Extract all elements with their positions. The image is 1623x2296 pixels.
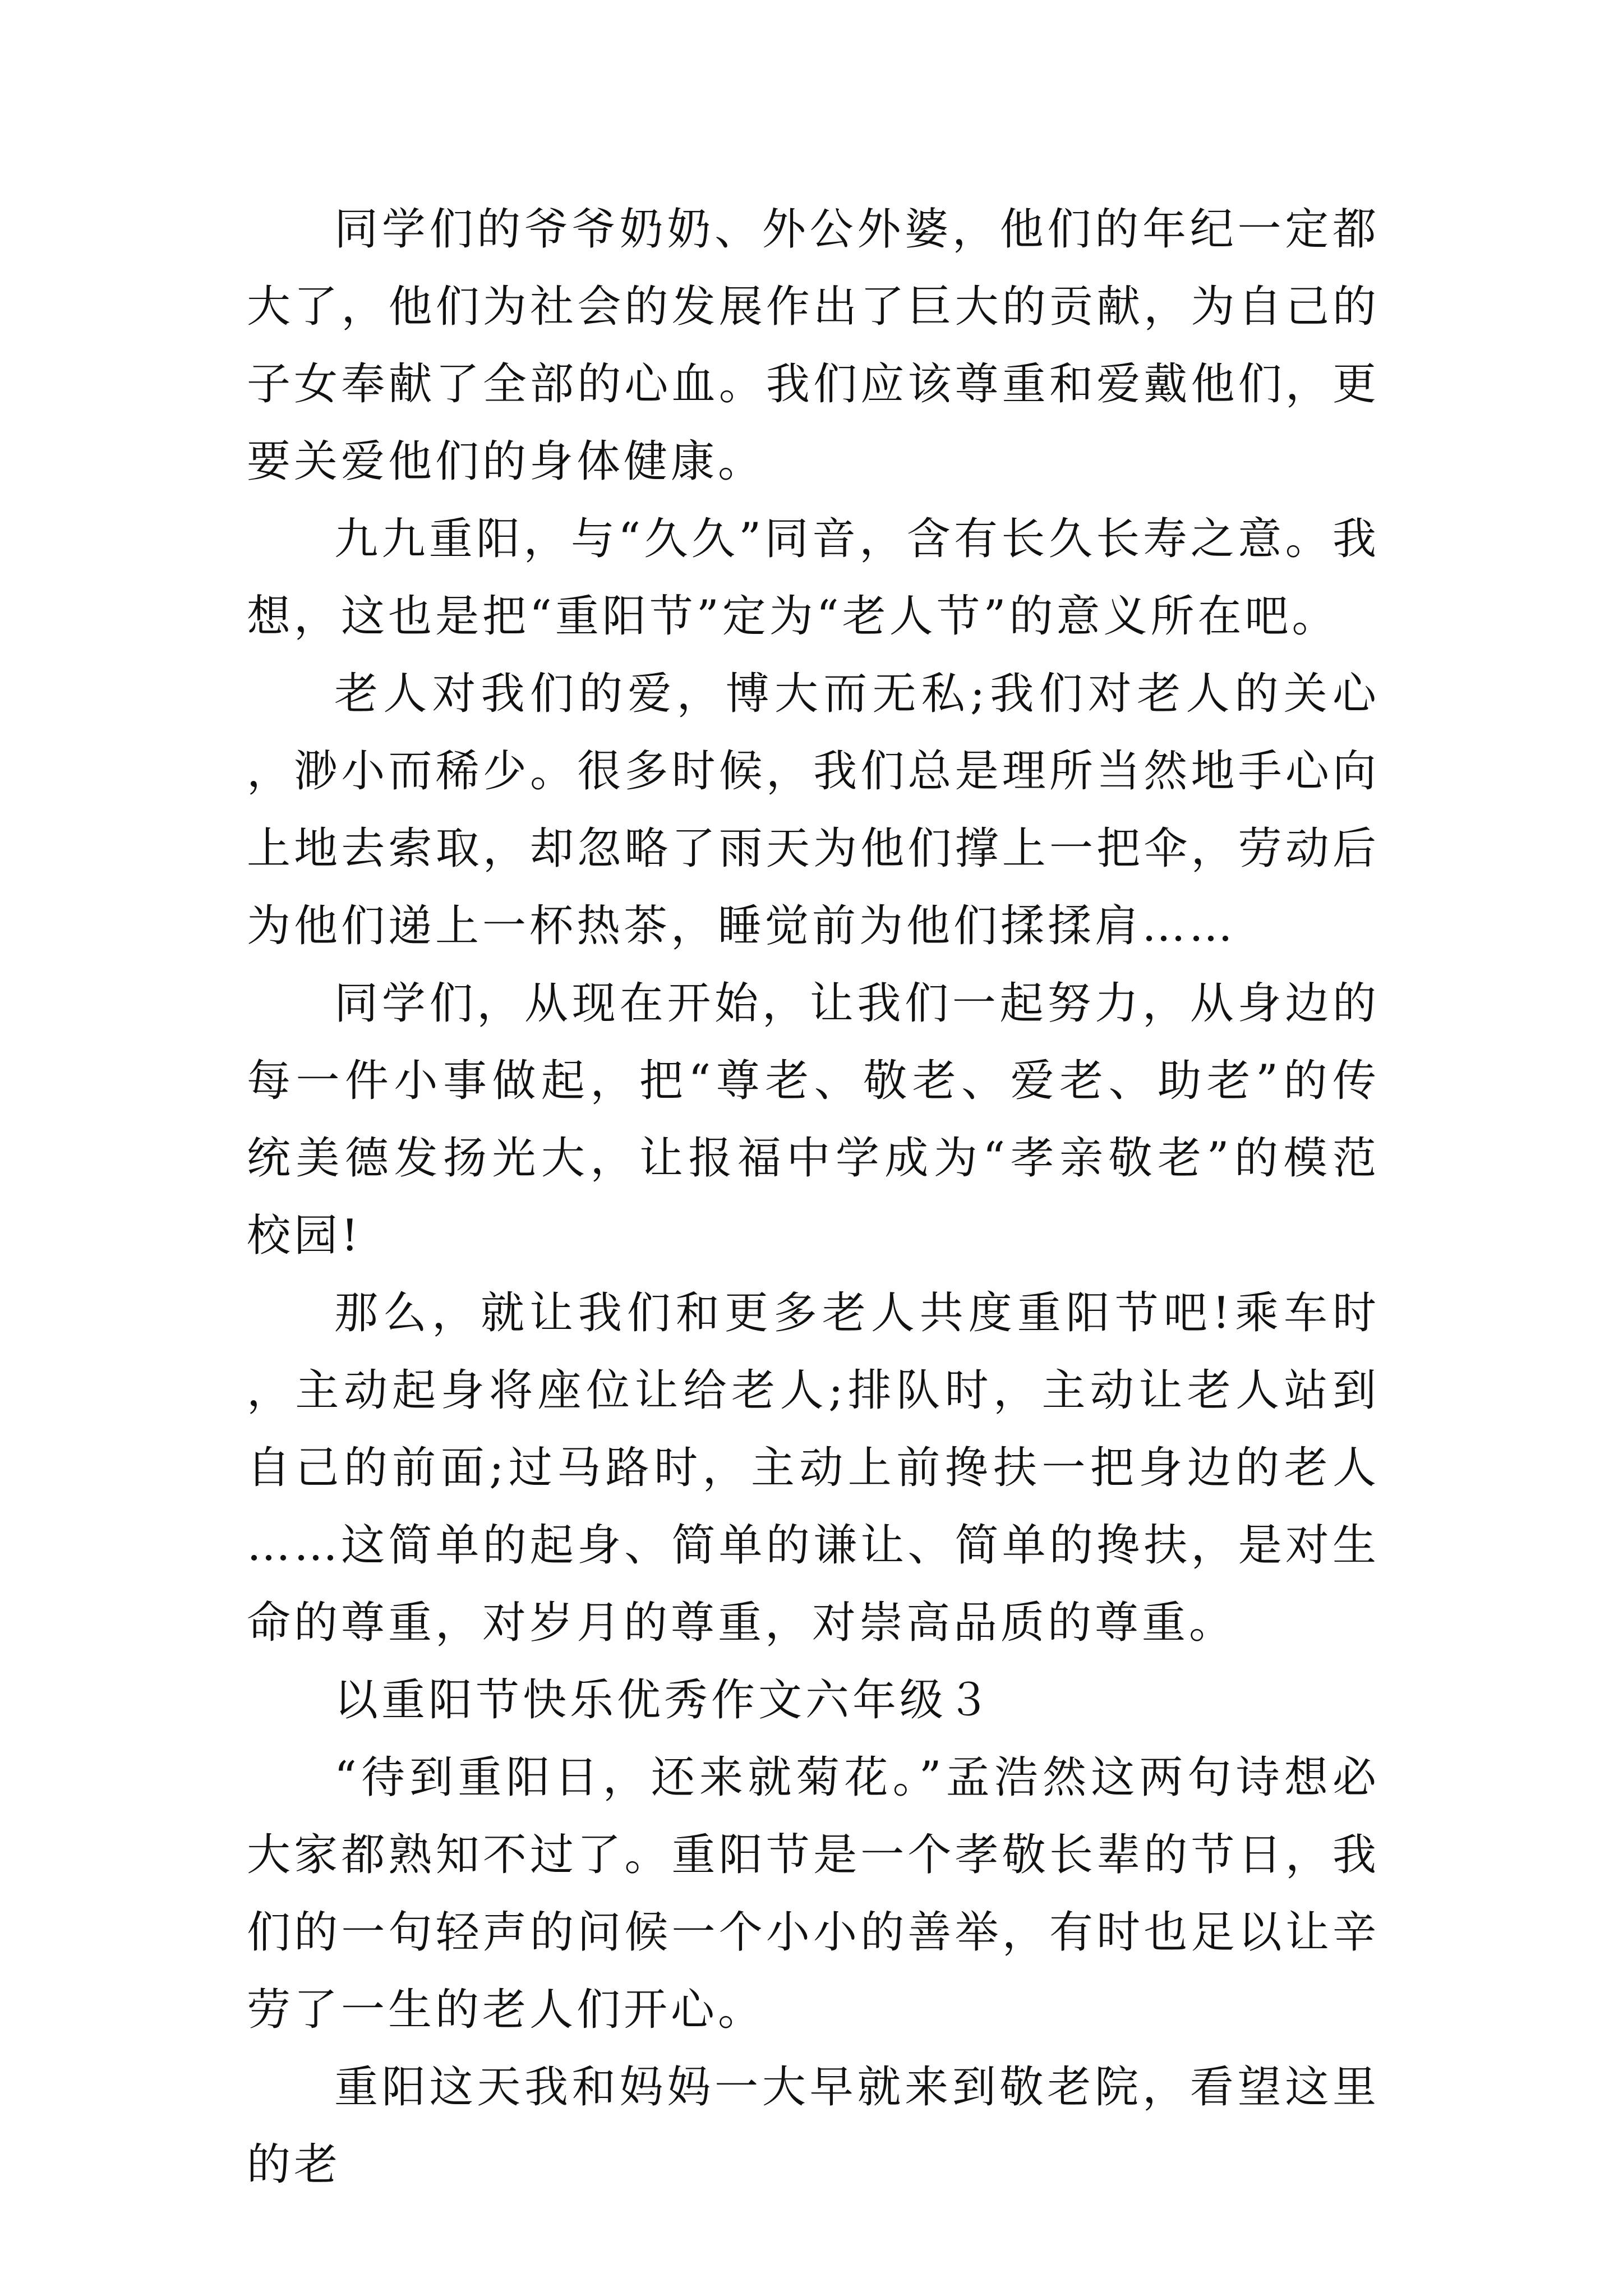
- paragraph-grandparents: 同学们的爷爷奶奶、外公外婆，他们的年纪一定都大了，他们为社会的发展作出了巨大的贡献，为自己的子女奉献了全部的心血。我们应该尊重和爱戴他们，更要关爱他们的身体健康。: [247, 204, 1380, 487]
- paragraph-double-nine: 九九重阳，与“久久”同音，含有长久长寿之意。我想，这也是把“重阳节”定为“老人节”的意义所在吧。: [247, 514, 1380, 642]
- document-body: [247, 191, 1380, 2203]
- paragraph-call-to-action: 同学们，从现在开始，让我们一起努力，从身边的每一件小事做起，把“尊老、敬老、爱老、助老”的传统美德发扬光大，让报福中学成为“孝亲敬老”的模范校园!: [247, 978, 1380, 1261]
- section-title: 以重阳节快乐优秀作文六年级３: [334, 1675, 994, 1726]
- paragraph-celebrate: 那么，就让我们和更多老人共度重阳节吧!乘车时，主动起身将座位让给老人;排队时，主动让老人站到自己的前面;过马路时，主动上前搀扶一把身边的老人……这简单的起身、简单的谦让、简单的搀扶，是对生命的尊重，对岁月的尊重，对崇高品质的尊重。: [247, 1288, 1380, 1648]
- paragraph-poem: “待到重阳日，还来就菊花。”孟浩然这两句诗想必大家都熟知不过了。重阳节是一个孝敬长辈的节日，我们的一句轻声的问候一个小小的善举，有时也足以让辛劳了一生的老人们开心。: [247, 1752, 1380, 2035]
- paragraph-elders-love: 老人对我们的爱，博大而无私;我们对老人的关心，渺小而稀少。很多时候，我们总是理所当然地手心向上地去索取，却忽略了雨天为他们撑上一把伞，劳动后为他们递上一杯热茶，睡觉前为他们揉揉肩……: [247, 669, 1380, 951]
- paragraph-nursing-home: 重阳这天我和妈妈一大早就来到敬老院，看望这里的老: [247, 2062, 1380, 2190]
